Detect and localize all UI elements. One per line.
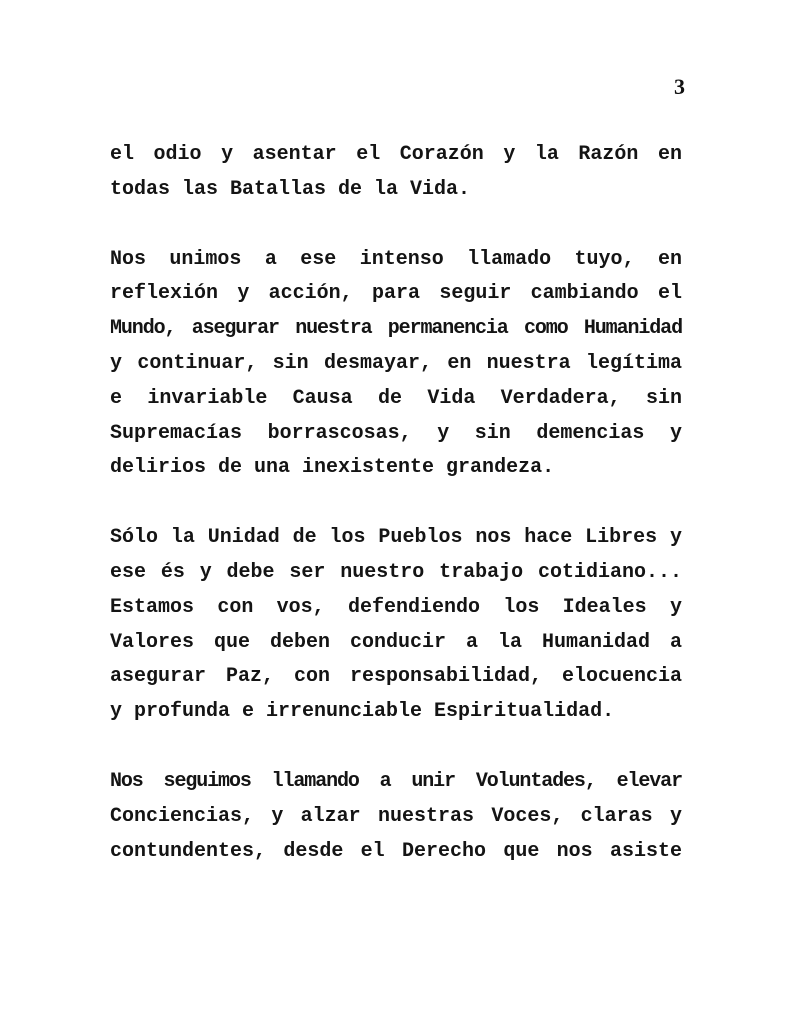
text-line: el odio y asentar el Corazón y la Razón en bbox=[110, 143, 682, 166]
text-line: Nos seguimos llamando a unir Voluntades, elevar bbox=[110, 769, 682, 793]
text-line: todas las Batallas de la Vida. bbox=[110, 177, 471, 201]
paragraph-4 bbox=[110, 765, 682, 869]
page-number: 3 bbox=[674, 74, 685, 99]
text-line: Nos unimos a ese intenso llamado tuyo, en bbox=[110, 247, 682, 271]
paragraph-2 bbox=[110, 243, 682, 487]
text-line: delirios de una inexistente grandeza. bbox=[110, 456, 555, 480]
paragraph-1 bbox=[110, 138, 682, 208]
text-line: contundentes, desde el Derecho que nos asiste bbox=[110, 839, 682, 863]
text-line: ese és y debe ser nuestro trabajo cotidiano... bbox=[110, 560, 682, 584]
text-line: Supremacías borrascosas, y sin demencias y bbox=[110, 421, 682, 445]
text-line: e invariable Causa de Vida Verdadera, sin bbox=[110, 386, 682, 410]
text-line: reflexión y acción, para seguir cambiando el bbox=[110, 282, 682, 306]
text-line: Valores que deben conducir a la Humanidad a bbox=[110, 630, 682, 654]
text-line: asegurar Paz, con responsabilidad, elocuencia bbox=[110, 665, 682, 689]
body-text bbox=[110, 138, 682, 904]
text-line: Sólo la Unidad de los Pueblos nos hace Libres y bbox=[110, 526, 682, 550]
text-line: y profunda e irrenunciable Espiritualidad. bbox=[110, 700, 615, 724]
text-line: Mundo, asegurar nuestra permanencia como Humanidad bbox=[110, 317, 682, 341]
text-line: y continuar, sin desmayar, en nuestra legítima bbox=[110, 351, 682, 375]
text-line: Conciencias, y alzar nuestras Voces, claras y bbox=[110, 804, 682, 828]
text-line: Estamos con vos, defendiendo los Ideales y bbox=[110, 595, 682, 619]
paragraph-3 bbox=[110, 521, 682, 730]
